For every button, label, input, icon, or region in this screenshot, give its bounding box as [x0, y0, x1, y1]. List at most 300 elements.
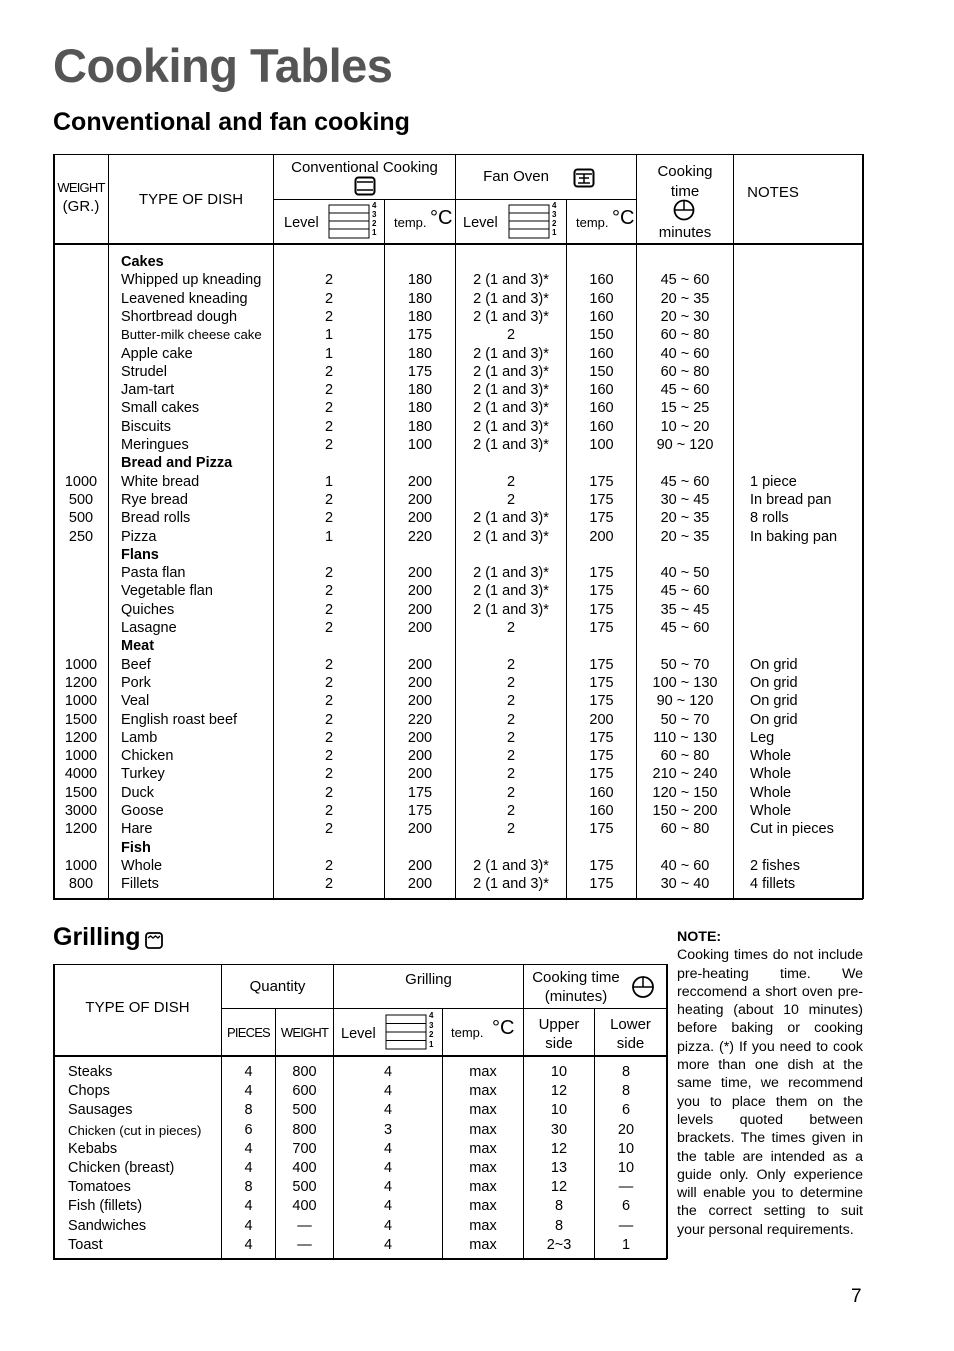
cell-fl: 2: [506, 473, 516, 490]
cell-weight: 800: [292, 1064, 317, 1080]
cell-level: 4: [383, 1140, 393, 1157]
cell-dish: Tomatoes: [68, 1179, 131, 1196]
cell-time: 50 ~ 70: [660, 656, 710, 673]
cell-w: 1500: [64, 784, 98, 801]
cell-ft: 175: [589, 601, 614, 618]
cell-cl: 2: [324, 491, 334, 508]
cell-pieces: 4: [244, 1217, 253, 1234]
cell-fl: 2 (1 and 3)*: [473, 583, 549, 600]
cell-ft: 200: [589, 711, 614, 728]
header-type-of-dish: TYPE OF DISH: [138, 191, 244, 208]
cell-upper: 30: [550, 1121, 568, 1138]
cell-time: 30 ~ 45: [660, 491, 710, 508]
cell-cl: 2: [324, 674, 334, 691]
cell-level: 4: [383, 1217, 393, 1234]
cell-pieces: 8: [244, 1179, 253, 1196]
clock-icon: [673, 199, 695, 221]
header-deg-conv: °C: [430, 207, 453, 229]
cell-time: 10 ~ 20: [660, 418, 710, 435]
cell-time: 60 ~ 80: [660, 363, 710, 380]
cell-ct: 200: [407, 857, 433, 874]
cell-dish: Meat: [121, 638, 155, 655]
cell-cl: 2: [324, 601, 334, 618]
cell-dish: Sandwiches: [68, 1217, 147, 1234]
cell-weight: —: [297, 1217, 312, 1234]
cell-dish: Fillets: [121, 876, 159, 893]
cell-time: 90 ~ 120: [656, 693, 714, 710]
cell-fl: 2 (1 and 3)*: [473, 418, 549, 435]
cell-dish: Hare: [121, 821, 153, 838]
cell-dish: Steaks: [68, 1064, 113, 1080]
cell-lower: 8: [621, 1083, 631, 1100]
cell-ct: 180: [407, 400, 433, 417]
header-notes: NOTES: [747, 184, 799, 201]
cell-cl: 1: [324, 473, 334, 490]
cell-ct: 180: [407, 290, 433, 307]
cell-ft: 160: [589, 400, 614, 417]
cell-time: 40 ~ 60: [660, 857, 710, 874]
cell-level: 4: [383, 1083, 393, 1100]
cell-note: 4 fillets: [750, 876, 796, 893]
cell-w: 1200: [64, 821, 98, 838]
cell-time: 45 ~ 60: [660, 272, 710, 289]
cell-dish: Cakes: [121, 254, 164, 270]
cell-ft: 175: [589, 473, 614, 490]
cell-time: 35 ~ 45: [660, 601, 710, 618]
cell-dish: Pizza: [121, 528, 157, 545]
cell-w: 250: [68, 528, 94, 545]
cell-fl: 2: [506, 693, 516, 710]
fan-oven-icon: [573, 168, 595, 188]
cell-note: 1 piece: [750, 473, 797, 490]
cell-ct: 200: [407, 876, 433, 893]
cell-dish: Pasta flan: [121, 565, 186, 582]
cell-cl: 1: [324, 345, 334, 362]
cell-dish: Apple cake: [121, 345, 193, 362]
cell-ct: 180: [407, 382, 433, 399]
cell-ct: 200: [407, 674, 433, 691]
cell-pieces: 4: [244, 1140, 253, 1157]
header-conventional: Conventional Cooking: [291, 159, 438, 176]
level-label-3: 3: [372, 210, 377, 219]
grill-header-minutes: (minutes): [544, 988, 608, 1005]
cell-note: On grid: [750, 693, 798, 710]
cell-time: 45 ~ 60: [660, 473, 710, 490]
cell-ct: 200: [407, 729, 433, 746]
grill-header-cooking-time: Cooking time: [532, 969, 620, 986]
cell-dish: Chicken: [121, 748, 174, 765]
cell-dish: Quiches: [121, 601, 175, 618]
cell-dish: Duck: [121, 784, 155, 801]
cell-ct: 175: [407, 803, 433, 819]
cell-ft: 175: [589, 510, 614, 527]
cell-level: 4: [383, 1064, 393, 1080]
cell-dish: Sausages: [68, 1102, 133, 1119]
cell-weight: 400: [292, 1198, 317, 1215]
cell-temp: max: [469, 1140, 497, 1157]
cell-fl: 2 (1 and 3)*: [473, 363, 549, 380]
cell-lower: 8: [621, 1064, 631, 1080]
cell-fl: 2 (1 and 3)*: [473, 308, 549, 325]
cell-cl: 2: [324, 876, 334, 893]
cell-lower: 20: [617, 1121, 635, 1138]
conventional-oven-icon: [354, 176, 376, 196]
cell-ft: 100: [589, 437, 614, 453]
cell-time: 45 ~ 60: [660, 583, 710, 600]
cell-cl: 2: [324, 766, 334, 783]
cell-dish: Whole: [121, 857, 163, 874]
cell-note: In bread pan: [750, 491, 832, 508]
cell-cl: 2: [324, 382, 334, 399]
cell-time: 30 ~ 40: [660, 876, 710, 893]
cell-dish: Leavened kneading: [121, 290, 248, 307]
cell-fl: 2 (1 and 3)*: [473, 565, 549, 582]
cell-fl: 2 (1 and 3)*: [473, 528, 549, 545]
cell-fl: 2: [506, 620, 516, 636]
page-number: 7: [851, 1286, 862, 1307]
cell-ft: 160: [589, 272, 614, 289]
cell-time: 60 ~ 80: [660, 821, 710, 838]
cell-cl: 2: [324, 857, 334, 874]
cell-ft: 200: [589, 528, 614, 545]
cell-lower: 6: [621, 1102, 631, 1119]
page-title: Cooking Tables: [53, 39, 393, 92]
cell-dish: Biscuits: [121, 418, 171, 435]
cell-cl: 2: [324, 363, 334, 380]
cell-ft: 160: [589, 308, 614, 325]
cell-cl: 2: [324, 418, 334, 435]
cell-fl: 2: [506, 711, 516, 728]
grill-header-quantity: Quantity: [249, 978, 306, 995]
grill-header-weight: WEIGHT: [280, 1025, 329, 1040]
cell-upper: 8: [554, 1198, 564, 1215]
cell-dish: Turkey: [121, 766, 165, 783]
cell-dish: Flans: [121, 546, 159, 563]
cell-ft: 150: [589, 363, 614, 380]
cell-lower: 10: [617, 1140, 635, 1157]
cell-pieces: 4: [244, 1160, 253, 1176]
cell-time: 90 ~ 120: [656, 437, 714, 453]
cell-level: 4: [383, 1179, 393, 1196]
cell-cl: 2: [324, 803, 334, 819]
cell-time: 20 ~ 30: [660, 308, 710, 325]
cell-ct: 200: [407, 748, 433, 765]
cell-weight: 700: [292, 1140, 317, 1157]
level-label-1: 1: [552, 228, 557, 237]
cell-ct: 220: [407, 528, 433, 545]
cell-ft: 160: [589, 418, 614, 435]
cell-dish: Chicken (cut in pieces): [68, 1122, 202, 1138]
cell-time: 110 ~ 130: [653, 729, 717, 746]
cell-ft: 175: [589, 620, 614, 636]
cell-dish: Chops: [68, 1083, 110, 1100]
cell-lower: 6: [621, 1198, 631, 1215]
cell-level: 4: [383, 1236, 393, 1253]
cell-w: 1000: [64, 473, 98, 490]
cell-pieces: 8: [244, 1102, 253, 1119]
cell-dish: English roast beef: [121, 711, 238, 728]
cell-fl: 2: [506, 656, 516, 673]
level-label-3: 3: [552, 210, 557, 219]
cell-ct: 200: [407, 473, 433, 490]
cell-ct: 200: [407, 565, 433, 582]
cell-fl: 2: [506, 748, 516, 765]
cell-temp: max: [469, 1198, 497, 1215]
cell-ft: 160: [589, 803, 614, 819]
cell-w: 800: [68, 876, 94, 893]
note-box: [677, 928, 863, 1239]
cell-w: 1000: [64, 748, 98, 765]
cell-pieces: 6: [244, 1121, 253, 1138]
note-text: Cooking times do not include pre-heating time. We reccomend a short oven pre-heating (about 10 minutes) before baking or cooking pizza. (*) If you need to cook more than one dish at the same time, we recommend you to place them on the levels quoted between brackets. The times given in the table are intended as a guide only. Only experience will enable you to determine the correct setting to suit your personal requirements.: [677, 947, 863, 1238]
clock-icon: [631, 975, 655, 999]
cell-dish: Fish (fillets): [68, 1198, 143, 1215]
cell-dish: Rye bread: [121, 491, 188, 508]
cell-lower: 1: [621, 1236, 631, 1253]
cell-cl: 2: [324, 748, 334, 765]
cell-ft: 175: [589, 674, 614, 691]
cell-cl: 2: [324, 784, 334, 801]
cell-ft: 175: [589, 656, 614, 673]
cell-time: 100 ~ 130: [652, 674, 718, 691]
cell-upper: 12: [550, 1140, 568, 1157]
cell-w: 500: [68, 510, 94, 527]
header-fan-oven: Fan Oven: [483, 168, 549, 185]
level-label-1: 1: [372, 228, 377, 237]
cell-cl: 2: [324, 290, 334, 307]
header-level-fan: Level: [463, 215, 498, 231]
cell-time: 60 ~ 80: [660, 748, 710, 765]
cell-cl: 2: [324, 510, 334, 527]
header-cooking-time-2: time: [670, 183, 700, 200]
cell-time: 150 ~ 200: [652, 803, 718, 819]
cell-note: Cut in pieces: [750, 821, 834, 838]
cell-cl: 2: [324, 620, 334, 636]
cell-ct: 220: [407, 711, 433, 728]
cell-cl: 2: [324, 400, 334, 417]
cell-weight: 500: [292, 1179, 317, 1196]
cell-weight: 600: [292, 1083, 317, 1100]
cell-w: 3000: [64, 803, 98, 819]
cell-fl: 2 (1 and 3)*: [473, 857, 549, 874]
cell-cl: 2: [324, 656, 334, 673]
cell-fl: 2 (1 and 3)*: [473, 601, 549, 618]
cell-cl: 2: [324, 437, 334, 453]
header-deg-fan: °C: [612, 207, 635, 229]
cell-ft: 175: [589, 729, 614, 746]
cell-note: Whole: [750, 748, 792, 765]
cell-ct: 180: [407, 272, 433, 289]
cell-ft: 160: [589, 345, 614, 362]
cell-fl: 2 (1 and 3)*: [473, 345, 549, 362]
header-temp-conv: temp.: [394, 215, 427, 230]
cell-dish: Kebabs: [68, 1140, 118, 1157]
cell-ft: 175: [589, 766, 614, 783]
cell-cl: 2: [324, 693, 334, 710]
cell-time: 45 ~ 60: [660, 382, 710, 399]
cell-ct: 200: [407, 620, 433, 636]
cell-cl: 2: [324, 821, 334, 838]
grill-header-pieces: PIECES: [227, 1025, 270, 1040]
cell-fl: 2 (1 and 3)*: [473, 272, 549, 289]
level-label-3: 3: [429, 1020, 434, 1030]
cell-ft: 160: [589, 382, 614, 399]
grill-header-deg: °C: [492, 1017, 515, 1039]
cell-cl: 2: [324, 729, 334, 746]
cell-temp: max: [469, 1179, 497, 1196]
cell-time: 20 ~ 35: [660, 510, 710, 527]
cell-level: 4: [383, 1102, 393, 1119]
cell-ft: 175: [589, 876, 614, 893]
cell-ft: 175: [589, 491, 614, 508]
cell-ct: 180: [407, 345, 433, 362]
cell-time: 20 ~ 35: [660, 528, 710, 545]
cell-fl: 2: [506, 784, 516, 801]
cell-time: 20 ~ 35: [660, 290, 710, 307]
cell-fl: 2: [506, 821, 516, 838]
cell-temp: max: [469, 1217, 497, 1234]
level-label-2: 2: [552, 219, 557, 228]
cell-dish: Veal: [121, 693, 150, 710]
cell-ct: 200: [407, 510, 433, 527]
cell-temp: max: [469, 1102, 497, 1119]
grill-header-level: Level: [341, 1026, 376, 1042]
cell-ct: 200: [407, 583, 433, 600]
cell-dish: Lamb: [121, 729, 158, 746]
cell-ct: 175: [407, 784, 433, 801]
cell-ft: 175: [589, 693, 614, 710]
cell-ct: 180: [407, 418, 433, 435]
header-cooking-time: Cooking: [657, 163, 713, 180]
cell-note: On grid: [750, 656, 798, 673]
grill-header-type-of-dish: TYPE OF DISH: [85, 999, 190, 1016]
cell-fl: 2: [506, 803, 516, 819]
cell-upper: 12: [550, 1083, 568, 1100]
cell-ft: 175: [589, 748, 614, 765]
cell-ft: 160: [589, 784, 614, 801]
cell-cl: 2: [324, 711, 334, 728]
cell-ft: 175: [589, 565, 614, 582]
cell-upper: 12: [550, 1179, 568, 1196]
header-level-conv: Level: [284, 215, 319, 231]
section-title-conventional-fan: Conventional and fan cooking: [53, 108, 410, 136]
cell-ft: 150: [589, 327, 614, 344]
grill-icon: [145, 932, 163, 949]
grill-header-lower: Lower: [610, 1016, 651, 1033]
cell-w: 1500: [64, 711, 98, 728]
cell-w: 1200: [64, 729, 98, 746]
cell-dish: Small cakes: [121, 400, 200, 417]
cell-level: 4: [383, 1160, 393, 1176]
cell-lower: 10: [617, 1160, 635, 1176]
cell-ft: 175: [589, 857, 614, 874]
cell-fl: 2 (1 and 3)*: [473, 400, 549, 417]
cell-ct: 200: [407, 656, 433, 673]
cell-fl: 2 (1 and 3)*: [473, 510, 549, 527]
cell-w: 1000: [64, 693, 98, 710]
cell-temp: max: [469, 1236, 497, 1253]
cell-time: 15 ~ 25: [660, 400, 710, 417]
cell-upper: 10: [550, 1064, 568, 1080]
cell-ct: 200: [407, 491, 433, 508]
cell-note: In baking pan: [750, 528, 838, 545]
level-label-2: 2: [372, 219, 377, 228]
cell-w: 1000: [64, 656, 98, 673]
cell-dish: Bread rolls: [121, 510, 191, 527]
cell-cl: 1: [324, 327, 334, 344]
grill-header-upper-side: side: [545, 1035, 573, 1052]
cell-cl: 2: [324, 583, 334, 600]
cell-cl: 2: [324, 308, 334, 325]
cell-ct: 100: [407, 437, 433, 453]
cell-ct: 200: [407, 601, 433, 618]
cell-weight: 400: [292, 1160, 317, 1176]
header-temp-fan: temp.: [576, 215, 609, 230]
cell-dish: Lasagne: [121, 620, 177, 636]
cell-pieces: 4: [244, 1198, 253, 1215]
cell-dish: Goose: [121, 803, 164, 819]
cell-pieces: 4: [244, 1064, 253, 1080]
cell-dish: Meringues: [121, 437, 189, 453]
cell-fl: 2: [506, 491, 516, 508]
cell-fl: 2: [506, 766, 516, 783]
cell-note: 2 fishes: [750, 857, 800, 874]
cell-w: 1000: [64, 857, 98, 874]
cell-dish: White bread: [121, 473, 200, 490]
cell-temp: max: [469, 1083, 497, 1100]
cell-pieces: 4: [244, 1236, 253, 1253]
cell-ft: 175: [589, 821, 614, 838]
cell-ct: 200: [407, 693, 433, 710]
cell-level: 3: [383, 1121, 393, 1138]
cell-upper: 10: [550, 1102, 568, 1119]
cell-note: Whole: [750, 803, 792, 819]
cell-upper: 13: [550, 1160, 568, 1176]
cell-fl: 2 (1 and 3)*: [473, 437, 549, 453]
level-label-1: 1: [429, 1039, 434, 1049]
cell-time: 50 ~ 70: [660, 711, 710, 728]
cell-fl: 2 (1 and 3)*: [473, 290, 549, 307]
cell-ct: 175: [407, 363, 433, 380]
cell-temp: max: [469, 1121, 497, 1138]
cell-note: On grid: [750, 674, 798, 691]
cell-fl: 2 (1 and 3)*: [473, 382, 549, 399]
cell-note: Whole: [750, 784, 792, 801]
cell-note: On grid: [750, 711, 798, 728]
cell-cl: 2: [324, 565, 334, 582]
cell-pieces: 4: [244, 1083, 253, 1100]
header-weight: WEIGHT: [57, 180, 105, 195]
cell-dish: Jam-tart: [121, 382, 175, 399]
cell-time: 120 ~ 150: [652, 784, 718, 801]
cell-note: Whole: [750, 766, 792, 783]
cell-dish: Beef: [121, 656, 151, 673]
cell-w: 1200: [64, 674, 98, 691]
cell-ft: 175: [589, 583, 614, 600]
cell-cl: 1: [324, 528, 334, 545]
cell-dish: Bread and Pizza: [121, 455, 233, 472]
grill-header-upper: Upper: [538, 1016, 580, 1033]
cell-upper: 2~3: [546, 1236, 572, 1253]
cell-ct: 175: [407, 327, 433, 344]
cell-time: 210 ~ 240: [652, 766, 718, 783]
cell-ft: 160: [589, 290, 614, 307]
cell-time: 60 ~ 80: [660, 327, 710, 344]
cell-level: 4: [383, 1198, 393, 1215]
cell-dish: Strudel: [121, 363, 167, 380]
cell-w: 500: [68, 491, 94, 508]
cell-fl: 2: [506, 327, 516, 344]
